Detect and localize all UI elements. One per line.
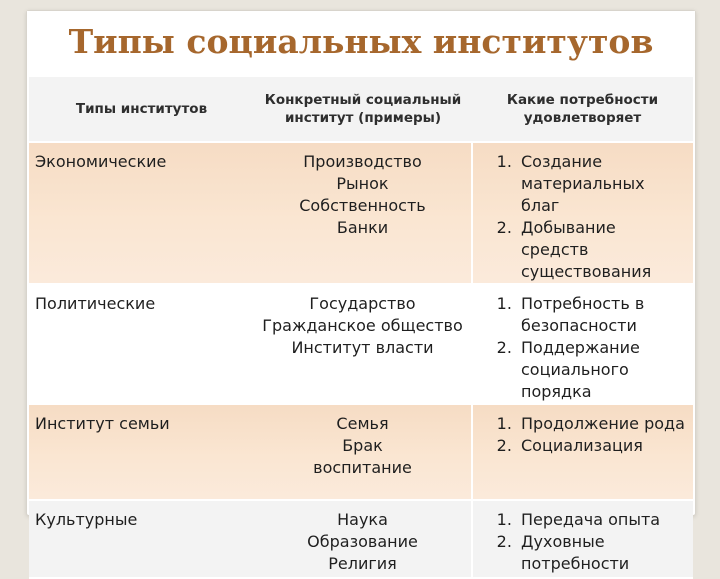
table-header-row xyxy=(29,77,693,142)
header-types: Типы институтов xyxy=(29,77,254,142)
table-row-economic xyxy=(29,142,693,284)
institutions-table xyxy=(29,77,693,579)
cell-examples xyxy=(254,404,472,500)
example-item: Производство xyxy=(303,152,422,171)
example-item: Религия xyxy=(328,554,397,573)
slide-title: Типы социальных институтов xyxy=(27,11,695,71)
example-item: Государство xyxy=(309,294,416,313)
cell-type: Институт семьи xyxy=(29,404,254,500)
cell-examples xyxy=(254,500,472,578)
cell-needs xyxy=(472,142,693,284)
need-item: 1. Продолжение рода xyxy=(517,413,687,435)
cell-needs xyxy=(472,404,693,500)
table-row-political xyxy=(29,284,693,404)
cell-type: Политические xyxy=(29,284,254,404)
need-item: 2. Социализация xyxy=(517,435,687,457)
need-item: 2. Поддержание социального порядка xyxy=(517,337,687,403)
table-row-cultural xyxy=(29,500,693,578)
example-item: Брак xyxy=(342,436,383,455)
needs-list xyxy=(479,151,687,283)
needs-list xyxy=(479,293,687,403)
example-item: Гражданское общество xyxy=(262,316,463,335)
example-item: Семья xyxy=(336,414,389,433)
header-needs: Какие потребности удовлетворяет xyxy=(472,77,693,142)
need-item: 1. Создание материальных благ xyxy=(517,151,687,217)
table-row-family xyxy=(29,404,693,500)
slide xyxy=(26,10,696,573)
cell-examples xyxy=(254,284,472,404)
cell-type: Культурные xyxy=(29,500,254,578)
needs-list xyxy=(479,413,687,457)
cell-needs xyxy=(472,500,693,578)
cell-needs xyxy=(472,284,693,404)
cell-type: Экономические xyxy=(29,142,254,284)
example-item: Образование xyxy=(307,532,418,551)
need-item: 1. Передача опыта xyxy=(517,509,687,531)
example-item: Наука xyxy=(337,510,388,529)
example-item: Институт власти xyxy=(291,338,434,357)
need-item: 2. Добывание средств существования xyxy=(517,217,687,283)
example-item: воспитание xyxy=(313,458,412,477)
cell-examples xyxy=(254,142,472,284)
need-item: 2. Духовные потребности xyxy=(517,531,687,575)
header-examples: Конкретный социальный институт (примеры) xyxy=(254,77,472,142)
example-item: Собственность xyxy=(299,196,426,215)
need-item: 1. Потребность в безопасности xyxy=(517,293,687,337)
needs-list xyxy=(479,509,687,575)
example-item: Рынок xyxy=(336,174,389,193)
example-item: Банки xyxy=(336,218,389,237)
